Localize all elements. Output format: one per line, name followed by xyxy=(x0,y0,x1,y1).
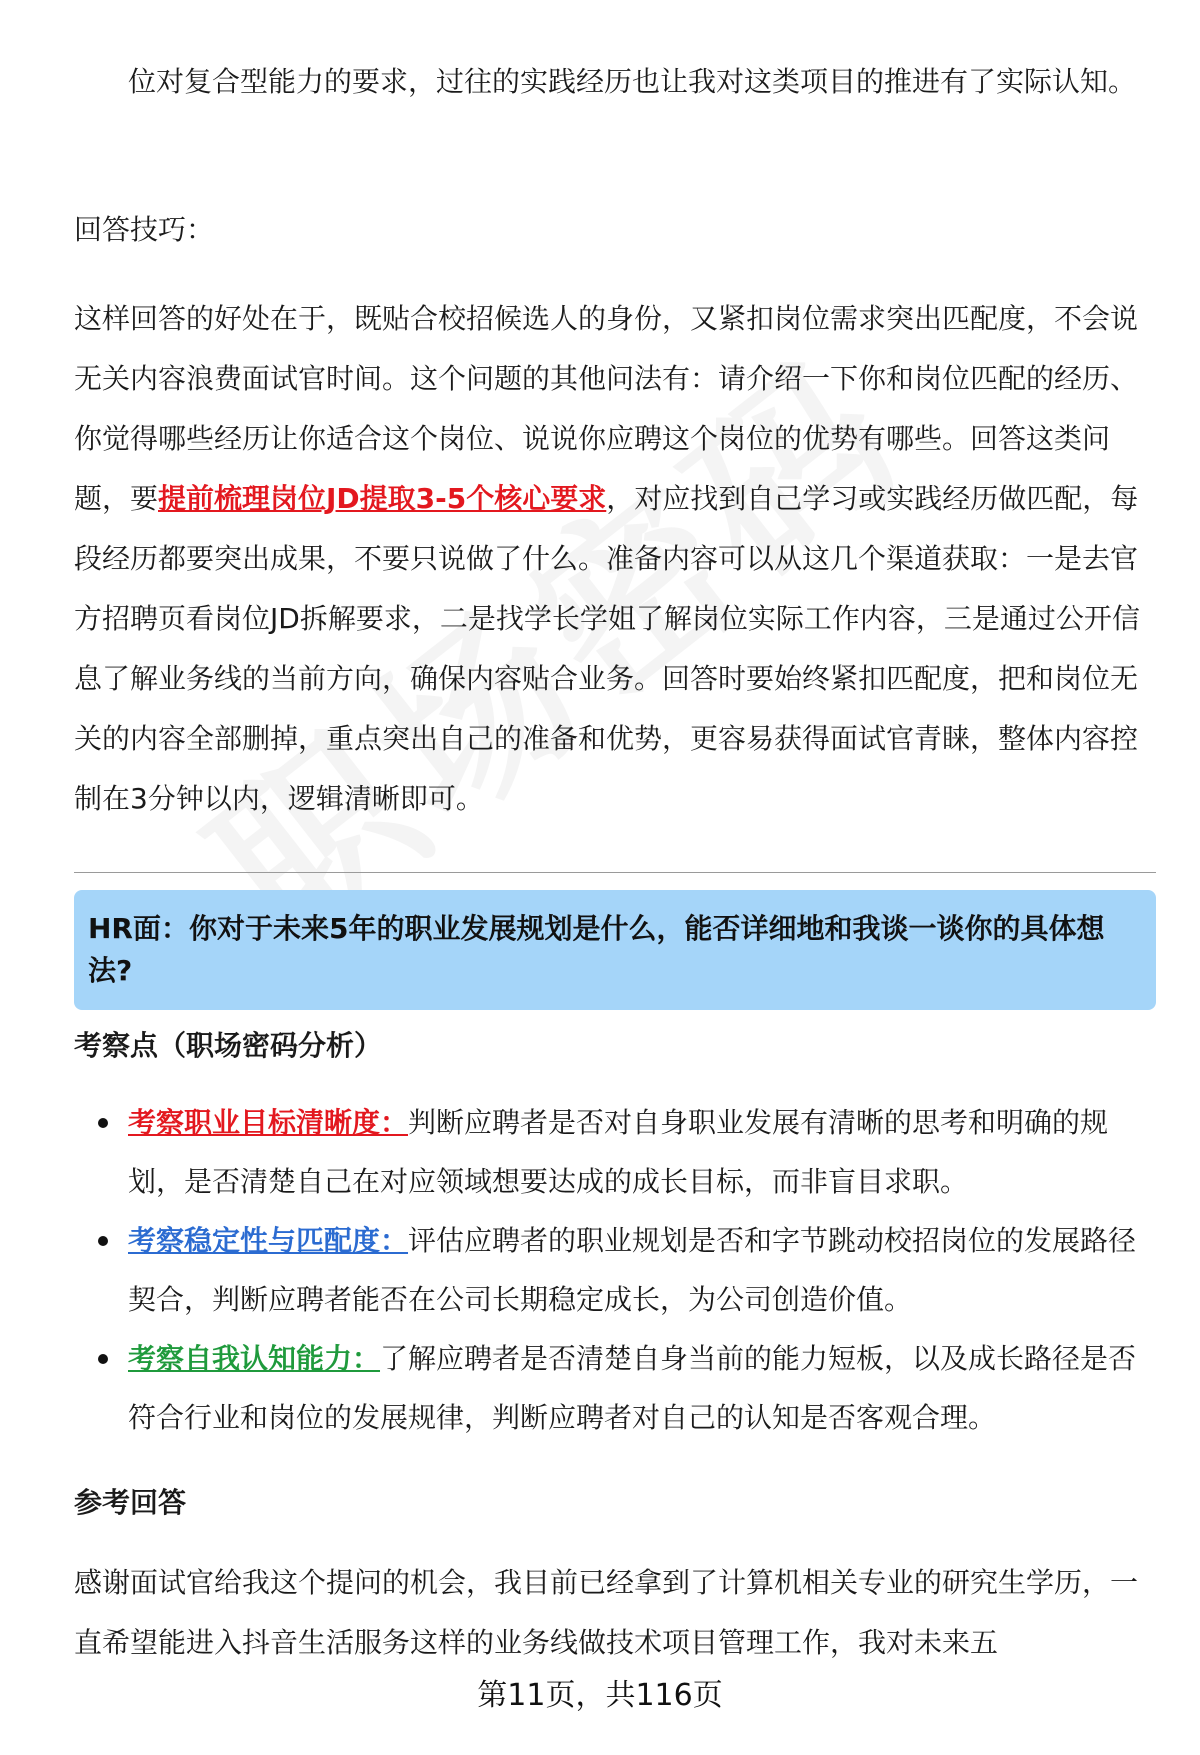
assessment-item xyxy=(74,1211,1148,1329)
tips-text-part1: 这样回答的好处在于，既贴合校招候选人的身份，又紧扣岗位需求突出匹配度，不会说无关内容浪费面试官时间。这个问题的其他问法有：请介绍一下你和岗位匹配的经历、你觉得哪些经历让你适合这个岗位、说说你应聘这个岗位的优势有哪些。回答这类问题，要 xyxy=(74,302,1139,515)
question-text: HR面：你对于未来5年的职业发展规划是什么，能否详细地和我谈一谈你的具体想法? xyxy=(88,912,1105,987)
assessment-item-label: 考察自我认知能力： xyxy=(128,1342,381,1375)
tips-paragraph xyxy=(74,289,1149,829)
tips-highlight: 提前梳理岗位JD提取3-5个核心要求 xyxy=(158,482,607,515)
bullet-icon xyxy=(98,1354,108,1364)
assessment-list xyxy=(74,1093,1156,1447)
tips-heading: 回答技巧： xyxy=(74,213,215,246)
assessment-item-label: 考察职业目标清晰度： xyxy=(128,1106,409,1139)
assessment-title: 考察点（职场密码分析） xyxy=(74,1029,383,1062)
reference-title: 参考回答 xyxy=(74,1486,187,1519)
section-divider xyxy=(74,872,1156,873)
assessment-item-text: 了解应聘者是否清楚自身当前的能力短板，以及成长路径是否符合行业和岗位的发展规律，判断应聘者对自己的认知是否客观合理。 xyxy=(128,1342,1137,1434)
assessment-item xyxy=(74,1329,1148,1447)
assessment-item-text: 评估应聘者的职业规划是否和字节跳动校招岗位的发展路径契合，判断应聘者能否在公司长期稳定成长，为公司创造价值。 xyxy=(128,1224,1137,1316)
page-number: 第11页，共116页 xyxy=(477,1678,723,1713)
assessment-item-label: 考察稳定性与匹配度： xyxy=(128,1224,409,1257)
tips-text-part2: ，对应找到自己学习或实践经历做匹配，每段经历都要突出成果，不要只说做了什么。准备内容可以从这几个渠道获取：一是去官方招聘页看岗位JD拆解要求，二是找学长学姐了解岗位实际工作内容，三是通过公开信息了解业务线的当前方向，确保内容贴合业务。回答时要始终紧扣匹配度，把和岗位无关的内容全部删掉，重点突出自己的准备和优势，更容易获得面试官青睐，整体内容控制在3分钟以内，逻辑清晰即可。 xyxy=(74,482,1140,815)
intro-paragraph: 位对复合型能力的要求，过往的实践经历也让我对这类项目的推进有了实际认知。 xyxy=(128,65,1137,98)
question-box xyxy=(74,890,1156,1010)
bullet-icon xyxy=(98,1236,108,1246)
assessment-item-text: 判断应聘者是否对自身职业发展有清晰的思考和明确的规划，是否清楚自己在对应领域想要达成的成长目标，而非盲目求职。 xyxy=(128,1106,1109,1198)
bullet-icon xyxy=(98,1118,108,1128)
assessment-item xyxy=(74,1093,1148,1211)
reference-paragraph: 感谢面试官给我这个提问的机会，我目前已经拿到了计算机相关专业的研究生学历，一直希望能进入抖音生活服务这样的业务线做技术项目管理工作，我对未来五 xyxy=(74,1566,1139,1659)
